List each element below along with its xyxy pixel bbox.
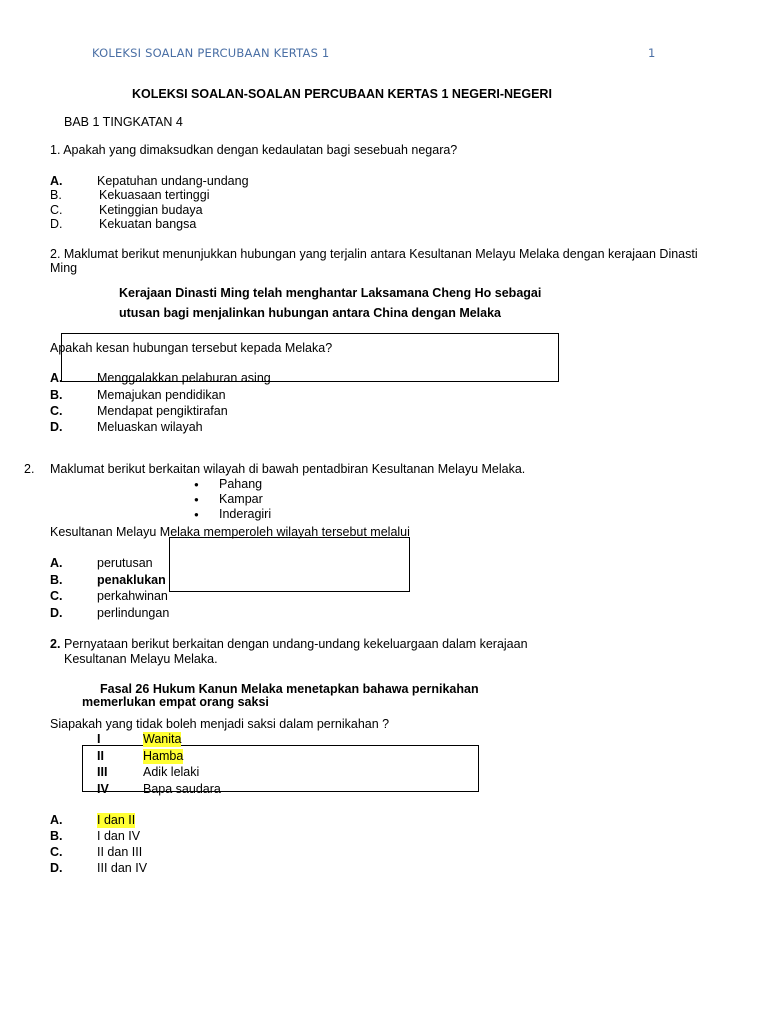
q3-number: 2. [24, 462, 35, 476]
q2-question: Apakah kesan hubungan tersebut kepada Melaka? [50, 341, 333, 355]
q1-option-text: Ketinggian budaya [99, 203, 203, 217]
q1-option-letter: A. [50, 174, 63, 188]
q3-option-text: penaklukan [97, 573, 166, 587]
q3-option-text: perkahwinan [97, 589, 168, 603]
q3-stem: Maklumat berikut berkaitan wilayah di bawah pentadbiran Kesultanan Melayu Melaka. [50, 462, 526, 476]
q1-option-text: Kekuasaan tertinggi [99, 188, 210, 202]
q2-option-letter: D. [50, 420, 63, 434]
q4-option-letter: A. [50, 813, 63, 827]
q3-option-text: perutusan [97, 556, 153, 570]
q1-option-letter: D. [50, 217, 63, 231]
q4-roman: III [97, 765, 108, 779]
q2-option-letter: C. [50, 404, 63, 418]
q3-option-letter: C. [50, 589, 63, 603]
q1-option-letter: C. [50, 203, 63, 217]
q2-stem-line1: 2. Maklumat berikut menunjukkan hubungan yang terjalin antara Kesultanan Melayu Melaka dengan kerajaan Dinasti [50, 247, 698, 261]
q2-info-line1: Kerajaan Dinasti Ming telah menghantar Laksamana Cheng Ho sebagai [119, 286, 542, 300]
q2-stem-line2: Ming [50, 261, 78, 275]
q3-option-letter: A. [50, 556, 63, 570]
q2-option-text: Mendapat pengiktirafan [97, 404, 228, 418]
document-title: KOLEKSI SOALAN-SOALAN PERCUBAAN KERTAS 1 NEGERI-NEGERI [132, 87, 552, 101]
q3-bullet-item: ● Kampar [219, 492, 263, 507]
q4-item-text: Adik lelaki [143, 765, 200, 779]
q1-option-letter: B. [50, 188, 62, 202]
q4-option-text: I dan II [97, 813, 136, 827]
q4-quote-line2: memerlukan empat orang saksi [82, 695, 269, 709]
q4-stem-line2: Kesultanan Melayu Melaka. [64, 652, 218, 666]
q4-option-text: I dan IV [97, 829, 141, 843]
q3-option-text: perlindungan [97, 606, 170, 620]
q4-roman: I [97, 732, 101, 746]
q4-item-text: Bapa saudara [143, 782, 221, 796]
chapter-label: BAB 1 TINGKATAN 4 [64, 115, 183, 129]
q3-box [169, 537, 410, 592]
q4-quote-line1: Fasal 26 Hukum Kanun Melaka menetapkan bahawa pernikahan [100, 682, 479, 696]
q3-bullet-item: ● Inderagiri [219, 507, 271, 522]
q1-question: 1. Apakah yang dimaksudkan dengan kedaulatan bagi sesebuah negara? [50, 143, 458, 157]
q4-roman: IV [97, 782, 109, 796]
q4-option-letter: C. [50, 845, 63, 859]
q4-option-text: II dan III [97, 845, 143, 859]
q2-option-text: Memajukan pendidikan [97, 388, 226, 402]
q4-option-text: III dan IV [97, 861, 148, 875]
q3-bullet-item: ● Pahang [219, 477, 262, 492]
q3-question: Kesultanan Melayu Melaka memperoleh wilayah tersebut melalui [50, 525, 410, 539]
q4-item-text: Hamba [143, 749, 184, 763]
q4-box [82, 745, 479, 792]
q4-option-letter: D. [50, 861, 63, 875]
q4-question: Siapakah yang tidak boleh menjadi saksi dalam pernikahan ? [50, 717, 390, 731]
page-number: 1 [648, 46, 656, 60]
q2-info-line2: utusan bagi menjalinkan hubungan antara China dengan Melaka [119, 306, 502, 320]
q4-number: 2. [50, 637, 61, 651]
q1-option-text: Kepatuhan undang-undang [97, 174, 249, 188]
q4-option-letter: B. [50, 829, 63, 843]
q4-roman: II [97, 749, 104, 763]
q4-stem-line1: Pernyataan berikut berkaitan dengan undang-undang kekeluargaan dalam kerajaan [64, 637, 528, 651]
q3-option-letter: D. [50, 606, 63, 620]
running-header: KOLEKSI SOALAN PERCUBAAN KERTAS 1 [92, 46, 330, 60]
q1-option-text: Kekuatan bangsa [99, 217, 197, 231]
q2-option-text: Meluaskan wilayah [97, 420, 203, 434]
q2-option-letter: A. [50, 371, 63, 385]
q4-item-text: Wanita [143, 732, 182, 746]
q2-option-text: Menggalakkan pelaburan asing [97, 371, 271, 385]
q3-option-letter: B. [50, 573, 63, 587]
q2-option-letter: B. [50, 388, 63, 402]
